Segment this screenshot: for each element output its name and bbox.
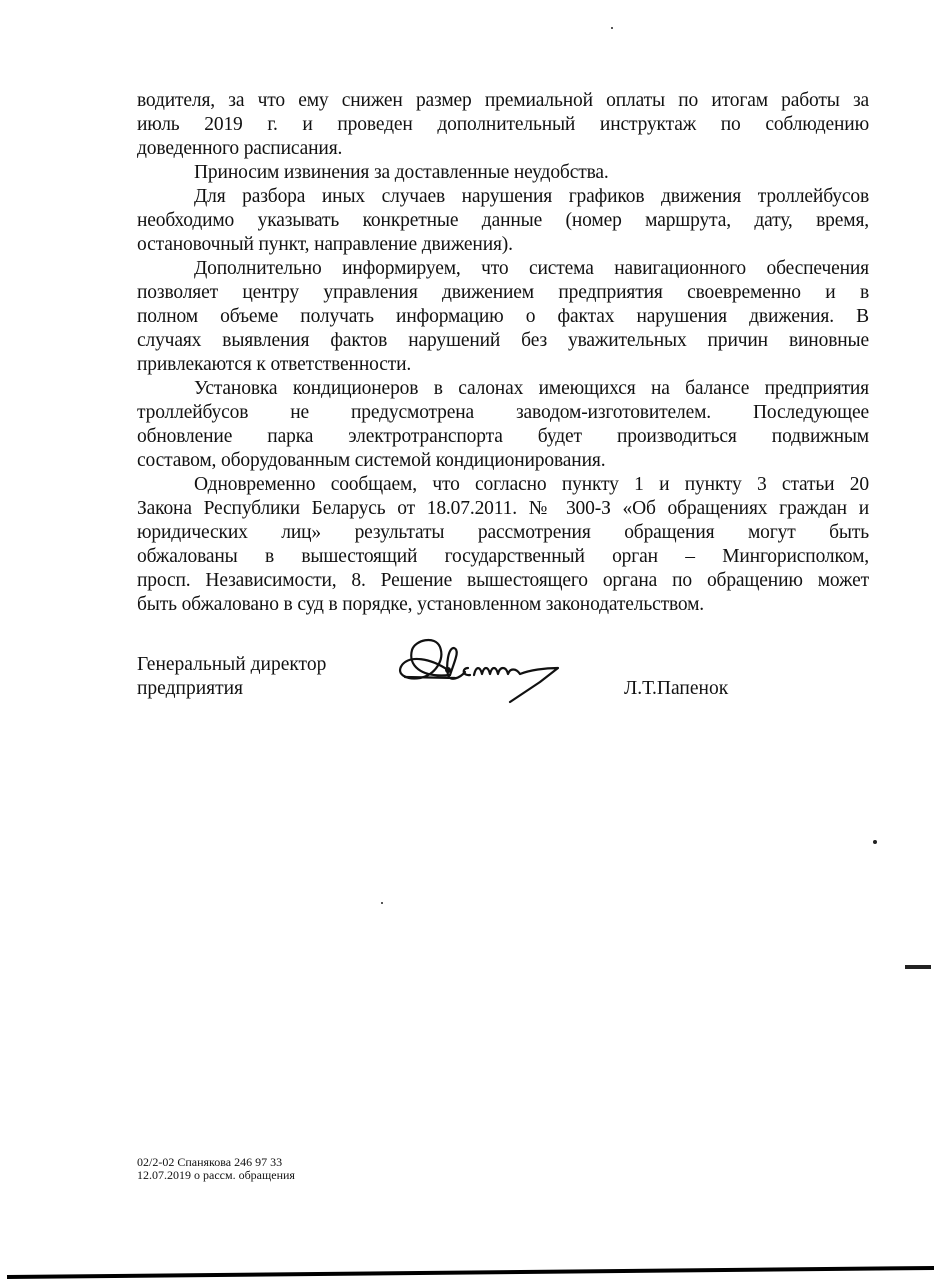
text-line: Установка кондиционеров в салонах имеющихся на балансе предприятия (194, 378, 869, 399)
text-line: полном объеме получать информацию о фактах нарушения движения. В (137, 306, 869, 327)
text-line: юридических лиц» результаты рассмотрения обращения могут быть (137, 522, 869, 543)
text-line: обновление парка электротранспорта будет производиться подвижным (137, 426, 869, 447)
signatory-name: Л.Т.Папенок (624, 678, 729, 699)
text-line: необходимо указывать конкретные данные (номер маршрута, дату, время, (137, 210, 869, 231)
text-line: обжалованы в вышестоящий государственный орган – Мингорисполком, (137, 546, 869, 567)
position-line-2: предприятия (137, 678, 244, 699)
text-line: Одновременно сообщаем, что согласно пункту 1 и пункту 3 статьи 20 (194, 474, 869, 495)
text-line: водителя, за что ему снижен размер премиальной оплаты по итогам работы за (137, 90, 869, 111)
text-line: доведенного расписания. (137, 138, 343, 159)
text-line: Приносим извинения за доставленные неудобства. (194, 162, 609, 183)
text-line: быть обжаловано в суд в порядке, установленном законодательством. (137, 594, 705, 615)
text-line: привлекаются к ответственности. (137, 354, 412, 375)
text-line: случаях выявления фактов нарушений без уважительных причин виновные (137, 330, 869, 351)
footer-line-2: 12.07.2019 о рассм. обращения (137, 1168, 295, 1182)
text-line: Дополнительно информируем, что система навигационного обеспечения (194, 258, 869, 279)
text-line: составом, оборудованным системой кондиционирования. (137, 450, 606, 471)
text-line: просп. Независимости, 8. Решение вышестоящего органа по обращению может (137, 570, 869, 591)
text-line: Для разбора иных случаев нарушения графиков движения троллейбусов (194, 186, 869, 207)
text-line: позволяет центру управления движением предприятия своевременно и в (137, 282, 869, 303)
text-line: троллейбусов не предусмотрена заводом-изготовителем. Последующее (137, 402, 869, 423)
text-line: остановочный пункт, направление движения). (137, 234, 513, 255)
text-line: Закона Республики Беларусь от 18.07.2011. № 300-З «Об обращениях граждан и (137, 498, 869, 519)
footer-line-1: 02/2-02 Спанякова 246 97 33 (137, 1155, 283, 1169)
position-line-1: Генеральный директор (137, 654, 327, 675)
text-line: июль 2019 г. и проведен дополнительный инструктаж по соблюдению (137, 114, 869, 135)
